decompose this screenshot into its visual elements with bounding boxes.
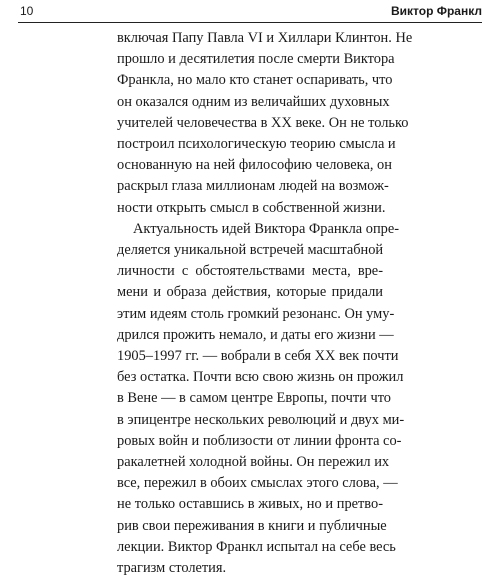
text-line: мени и образа действия, которые придали xyxy=(117,284,383,301)
text-line: раскрыл глаза миллионам людей на возмож- xyxy=(117,178,389,195)
text-line: трагизм столетия. xyxy=(117,560,227,577)
text-line: учителей человечества в XX веке. Он не только xyxy=(117,114,409,131)
text-line: ракалетней холодной войны. Он пережил их xyxy=(117,454,390,471)
text-line: 1905–1997 гг. — вобрали в себя XX век почти xyxy=(117,348,399,365)
text-line: построил психологическую теорию смысла и xyxy=(117,136,396,153)
text-line: без остатка. Почти всю свою жизнь он прожил xyxy=(117,369,404,386)
paragraph-1 xyxy=(117,28,413,219)
body-text xyxy=(117,28,413,579)
page-header xyxy=(18,0,482,23)
text-line: основанную на ней философию человека, он xyxy=(117,157,392,174)
running-head: Виктор Франкл xyxy=(390,4,482,18)
text-line: рив свои переживания в книги и публичные xyxy=(117,517,387,534)
paragraph-2 xyxy=(117,219,405,579)
text-line: деляется уникальной встречей масштабной xyxy=(117,242,384,259)
text-line: не только оставшись в живых, но и претво- xyxy=(117,496,383,513)
text-line: Актуальность идей Виктора Франкла опре- xyxy=(133,220,400,237)
text-line: этим идеям столь громкий резонанс. Он уму- xyxy=(117,305,395,322)
page-number: 10 xyxy=(20,4,34,18)
text-line: включая Папу Павла VI и Хиллари Клинтон. Не xyxy=(117,30,413,46)
text-line: в Вене — в самом центре Европы, почти что xyxy=(117,390,391,407)
text-line: ности открыть смысл в собственной жизни. xyxy=(117,199,386,216)
text-line: ровых войн и поблизости от линии фронта со- xyxy=(117,432,402,449)
text-line: Франкла, но мало кто станет оспаривать, что xyxy=(117,72,393,89)
text-line: личности с обстоятельствами места, вре- xyxy=(117,263,383,280)
text-line: он оказался одним из величайших духовных xyxy=(117,93,390,110)
text-line: лекции. Виктор Франкл испытал на себе весь xyxy=(117,538,396,555)
text-line: дрился прожить немало, и даты его жизни — xyxy=(117,326,394,343)
text-line: прошло и десятилетия после смерти Виктора xyxy=(117,51,395,68)
text-line: все, пережил в обоих смыслах этого слова, — xyxy=(117,475,398,492)
text-line: в эпицентре нескольких революций и двух ми- xyxy=(117,411,405,428)
